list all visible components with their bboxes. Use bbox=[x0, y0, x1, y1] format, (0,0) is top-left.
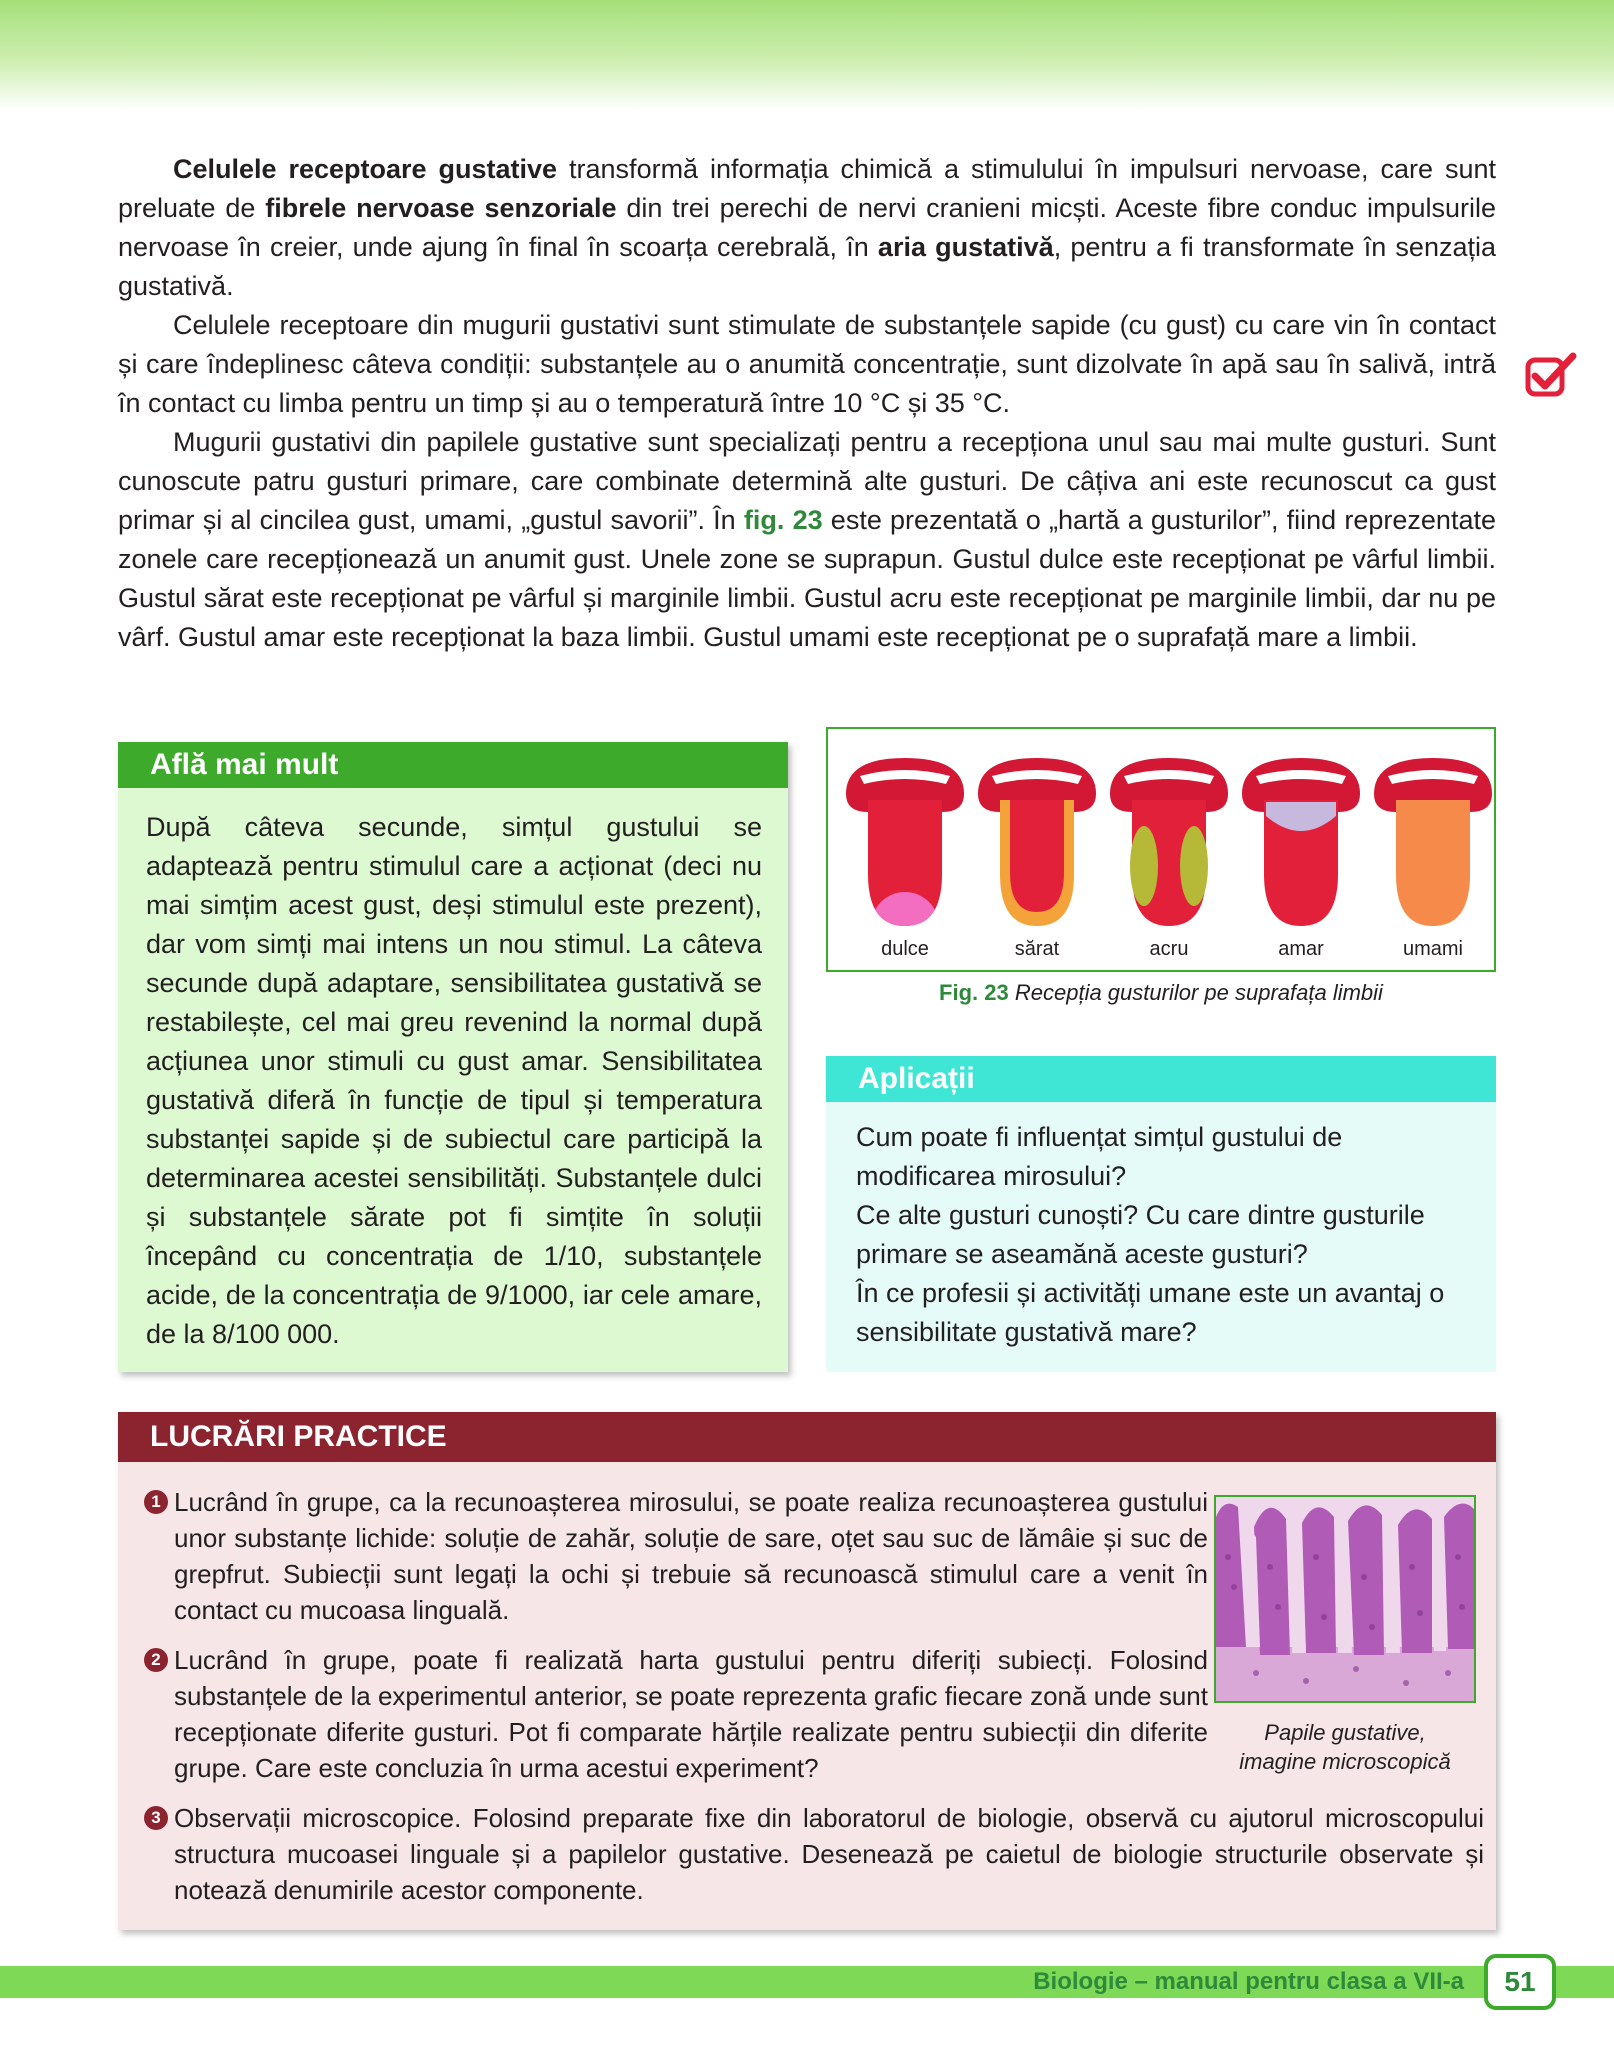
microscope-caption-line-2: imagine microscopică bbox=[1239, 1749, 1451, 1774]
microscope-caption-line-1: Papile gustative, bbox=[1264, 1720, 1426, 1745]
taste-papillae-image bbox=[1216, 1497, 1474, 1701]
item-number-badge: 1 bbox=[144, 1490, 168, 1514]
practical-work-title: LUCRĂRI PRACTICE bbox=[118, 1412, 1496, 1462]
question-3: În ce profesii și activități umane este un avantaj o sensibilitate gustativă mare? bbox=[856, 1278, 1445, 1347]
tongue-amar-image bbox=[1238, 754, 1364, 932]
main-text bbox=[118, 150, 1496, 657]
bold-term: Celulele receptoare gustative bbox=[173, 154, 558, 184]
label-umami: umami bbox=[1402, 938, 1463, 960]
applications-text bbox=[856, 1118, 1472, 1352]
tongue-acru-image bbox=[1106, 754, 1232, 932]
tongue-dulce-image bbox=[842, 754, 968, 932]
header-band bbox=[0, 0, 1614, 110]
text-span: , pentru a fi transformate în senzația gustativă. bbox=[118, 232, 1496, 301]
figure-23 bbox=[826, 727, 1496, 972]
microscope-image bbox=[1214, 1495, 1476, 1703]
tongue-umami-image bbox=[1370, 754, 1496, 932]
applications-title: Aplicații bbox=[826, 1056, 1496, 1102]
paragraph-3 bbox=[118, 423, 1496, 657]
learn-more-text: După câteva secunde, simțul gustului se adaptează pentru stimulul care a acționat (deci nu mai simțim acest gust, deși stimulul este prezent), dar vom simți mai intens un nou stimul. La câteva secunde după adaptare, sensibilitatea gustativă se restabilește, cel mai greu revenind la normal după acțiunea unor stimuli cu gust amar. Sensibilitatea gustativă diferă în funcție de tipul și temperatura substanței sapide și de subiectul care participă la determinarea acestei sensibilități. Substanțele dulci și substanțele sărate pot fi simțite în soluții începând cu concentrația de 1/10, substanțele acide, de la concentrația de 9/1000, iar cele amare, de la 8/100 000. bbox=[146, 812, 762, 1349]
item-number-badge: 3 bbox=[144, 1806, 168, 1830]
figure-caption bbox=[826, 978, 1496, 1008]
label-dulce: dulce bbox=[881, 938, 929, 960]
footer-book-title: Biologie – manual pentru clasa a VII-a bbox=[1033, 1968, 1464, 1995]
checkmark-icon bbox=[1525, 352, 1577, 398]
page-number: 51 bbox=[1484, 1954, 1556, 2010]
paragraph-2: Celulele receptoare din mugurii gustativi sunt stimulate de substanțele sapide (cu gust) cu care vin în contact și care îndeplinesc câteva condiții: substanțele au o anumită concentrație, sunt dizolvate în apă sau în salivă, intră în contact cu limba pentru un timp și au o temperatură între 10 °C și 35 °C. bbox=[118, 310, 1496, 418]
question-1: Cum poate fi influențat simțul gustului de modificarea mirosului? bbox=[856, 1122, 1343, 1191]
practical-item-text: Lucrând în grupe, ca la recunoașterea mirosului, se poate realiza recunoașterea gustului unor substanțe lichide: soluție de zahăr, soluție de sare, oțet sau suc de lămâie și suc de grepfrut. Subiecții sunt legați la ochi și trebuie să recunoască stimulul care a venit în contact cu mucoasa linguală. bbox=[174, 1487, 1208, 1625]
text-span: Mugurii gustativi din papilele gustative sunt specializați pentru a recepționa unul sau mai multe gusturi. Sunt cunoscute patru gusturi primare, care combinate determină alte gusturi. De câțiva ani este recunoscut ca gust primar și al cincilea gust, umami, „gustul savorii”. În bbox=[118, 427, 1496, 535]
applications-box bbox=[826, 1056, 1496, 1372]
learn-more-box bbox=[118, 742, 788, 1372]
text-span: din trei perechi de nervi cranieni micști. Aceste fibre conduc impulsurile nervoase în creier, unde ajung în final în scoarța cerebrală, în bbox=[118, 193, 1497, 262]
label-amar: amar bbox=[1278, 938, 1324, 960]
label-sarat: sărat bbox=[1014, 938, 1060, 960]
text-span: este prezentată o „hartă a gusturilor”, fiind reprezentate zonele care recepționează un anumit gust. Unele zone se suprapun. Gustul dulce este recepționat pe vârful limbii. Gustul sărat este recepționat pe vârful și marginile limbii. Gustul acru este recepționat pe marginile limbii, dar nu pe vârf. Gustul amar este recepționat la baza limbii. Gustul umami este recepționat pe o suprafață mare a limbii. bbox=[118, 505, 1496, 652]
label-acru: acru bbox=[1149, 938, 1189, 960]
microscope-caption bbox=[1214, 1718, 1476, 1776]
bold-term: fibrele nervoase senzoriale bbox=[265, 193, 617, 223]
practical-item-text: Lucrând în grupe, poate fi realizată harta gustului pentru diferiți subiecți. Folosind substanțele de la experimentul anterior, se poate reprezenta grafic fiecare zonă unde sunt recepționate diferite gusturi. Pot fi comparate hărțile realizate pentru subiecții din diferite grupe. Care este concluzia în urma acestui experiment? bbox=[174, 1645, 1208, 1783]
figure-caption-text: Recepția gusturilor pe suprafața limbii bbox=[1014, 980, 1383, 1005]
paragraph-1 bbox=[118, 150, 1496, 306]
tongue-sarat-image bbox=[974, 754, 1100, 932]
bold-term: aria gustativă bbox=[877, 232, 1054, 262]
learn-more-title: Află mai mult bbox=[118, 742, 788, 788]
item-number-badge: 2 bbox=[144, 1648, 168, 1672]
text-span: transformă informația chimică a stimulului în impulsuri nervoase, care sunt preluate de bbox=[118, 154, 1496, 223]
figure-reference[interactable]: fig. 23 bbox=[743, 505, 823, 535]
practical-item-text: Observații microscopice. Folosind preparate fixe din laboratorul de biologie, observă cu ajutorul microscopului structura mucoasei linguale și a papilelor gustative. Desenează pe caietul de biologie structurile observate și notează denumirile acestor componente. bbox=[174, 1803, 1484, 1905]
question-2: Ce alte gusturi cunoști? Cu care dintre gusturile primare se aseamănă aceste gusturi? bbox=[856, 1200, 1425, 1269]
figure-number: Fig. 23 bbox=[939, 980, 1009, 1005]
